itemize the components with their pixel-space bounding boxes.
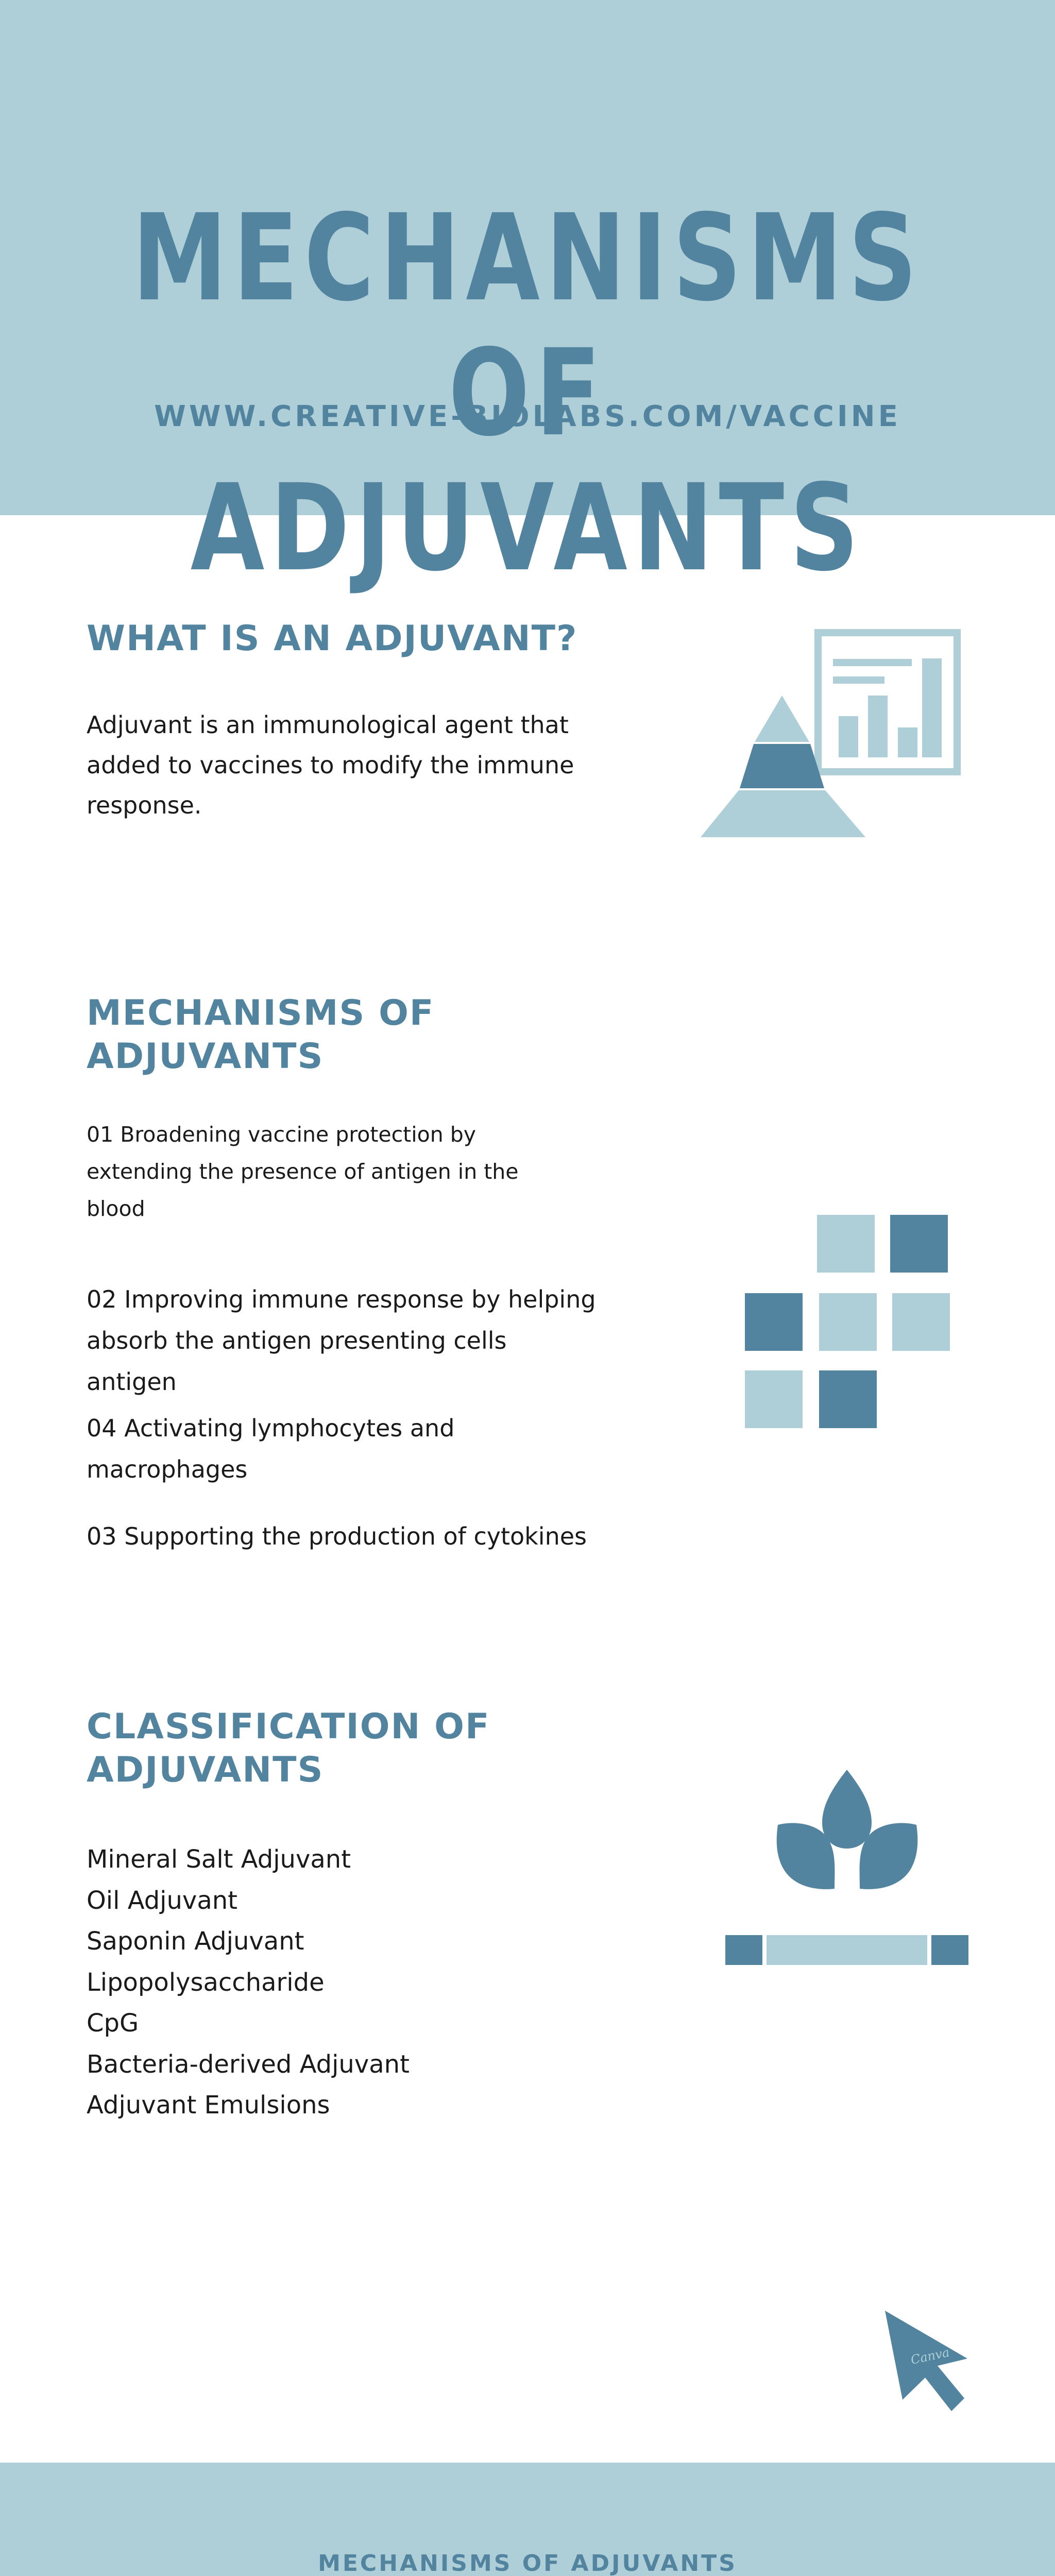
mechanism-item-04 <box>87 1408 602 1490</box>
mechanisms-heading-line-1: MECHANISMS OF <box>87 993 435 1033</box>
mechanism-item-02 <box>87 1279 602 1402</box>
classification-list <box>87 1839 410 2126</box>
mechanism-item-03-line-1: 03 Supporting the production of cytokines <box>87 1522 587 1550</box>
mechanism-item-01-line-1: 01 Broadening vaccine protection by <box>87 1122 477 1147</box>
mechanism-item-01-line-3: blood <box>87 1196 145 1221</box>
mechanism-item-01-line-2: extending the presence of antigen in the <box>87 1159 519 1184</box>
what-is-heading: WHAT IS AN ADJUVANT? <box>87 618 578 659</box>
list-item: Bacteria-derived Adjuvant <box>87 2049 410 2079</box>
mechanism-item-04-line-1: 04 Activating lymphocytes and macrophages <box>87 1414 455 1483</box>
pyramid-chart-icon <box>698 629 966 845</box>
list-item: Oil Adjuvant <box>87 1886 237 1915</box>
what-is-description <box>87 705 574 825</box>
classification-heading <box>87 1705 490 1792</box>
mechanism-item-02-line-1: 02 Improving immune response by helping <box>87 1285 596 1313</box>
list-item: CpG <box>87 2009 139 2038</box>
list-item: Adjuvant Emulsions <box>87 2091 330 2120</box>
what-is-line-2: added to vaccines to modify the immune <box>87 751 574 779</box>
cursor-icon <box>881 2308 971 2416</box>
website-url[interactable]: WWW.CREATIVE-BIOLABS.COM/VACCINE <box>154 400 901 433</box>
list-item: Saponin Adjuvant <box>87 1927 304 1956</box>
what-is-line-1: Adjuvant is an immunological agent that <box>87 711 569 739</box>
grid-blocks-icon <box>742 1213 953 1430</box>
report-board-icon <box>818 633 957 772</box>
page-title <box>106 191 949 596</box>
what-is-line-3: response. <box>87 791 202 819</box>
canva-watermark-text: Canva <box>909 2345 951 2367</box>
mechanisms-heading <box>87 992 434 1078</box>
page-title-line-2: ADJUVANTS <box>190 459 865 598</box>
classification-heading-line-1: CLASSIFICATION OF <box>87 1706 490 1747</box>
list-item: Mineral Salt Adjuvant <box>87 1845 351 1874</box>
classification-heading-line-2: ADJUVANTS <box>87 1750 324 1790</box>
mechanisms-heading-line-2: ADJUVANTS <box>87 1036 324 1077</box>
mechanism-item-03 <box>87 1516 602 1557</box>
mechanism-item-02-line-2: absorb the antigen presenting cells antigen <box>87 1327 507 1396</box>
mechanism-item-01 <box>87 1116 602 1227</box>
list-item: Lipopolysaccharide <box>87 1968 325 1997</box>
footer-title: MECHANISMS OF ADJUVANTS <box>318 2550 737 2576</box>
page-title-line-1: MECHANISMS OF <box>132 189 923 463</box>
plant-sprout-icon <box>721 1767 974 1968</box>
